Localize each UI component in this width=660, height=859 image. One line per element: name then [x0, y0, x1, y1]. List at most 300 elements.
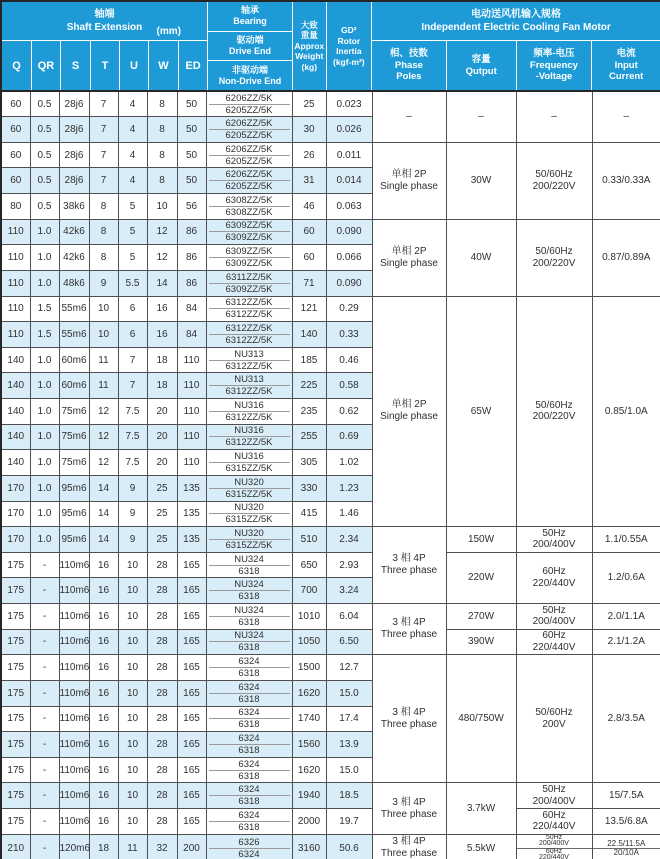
cell-w: 28 — [147, 757, 177, 783]
cell-t: 8 — [89, 194, 118, 220]
col-header-ed: ED — [178, 41, 207, 90]
cell-ed: 135 — [177, 501, 206, 527]
cell-frequency-voltage: 60Hz 220/440V — [516, 552, 592, 603]
cell-u: 4 — [118, 91, 147, 117]
cell-w: 20 — [147, 399, 177, 425]
cell-qr: - — [30, 732, 59, 758]
cell-weight: 415 — [292, 501, 326, 527]
cell-q: 110 — [1, 270, 30, 296]
cell-t: 16 — [89, 578, 118, 604]
cell-input-current: – — [592, 91, 660, 142]
cell-ed: 165 — [177, 655, 206, 681]
cell-gd2: 2.34 — [326, 527, 372, 553]
bearing-header — [207, 2, 292, 90]
cell-bearing: NU320 6315ZZ/5K — [206, 475, 292, 501]
cell-q: 140 — [1, 347, 30, 373]
cell-ed: 50 — [177, 91, 206, 117]
cell-s: 75m6 — [59, 450, 89, 476]
cell-bearing: 6206ZZ/5K 6205ZZ/5K — [206, 117, 292, 143]
cell-w: 8 — [147, 142, 177, 168]
table-row — [1, 527, 660, 553]
cell-q: 140 — [1, 450, 30, 476]
cell-frequency-voltage: 50Hz 200/400V — [516, 604, 592, 630]
cell-weight: 235 — [292, 399, 326, 425]
cell-qr: 0.5 — [30, 142, 59, 168]
cell-bearing: NU316 6315ZZ/5K — [206, 450, 292, 476]
cell-weight: 1620 — [292, 757, 326, 783]
cell-input-current: 1.2/0.6A — [592, 552, 660, 603]
cell-qr: - — [30, 783, 59, 809]
cell-gd2: 15.0 — [326, 757, 372, 783]
cell-s: 110m6 — [59, 757, 89, 783]
cell-output: 30W — [446, 142, 516, 219]
cell-t: 16 — [89, 552, 118, 578]
cell-u: 10 — [118, 604, 147, 630]
cell-gd2: 0.46 — [326, 347, 372, 373]
cell-gd2: 0.090 — [326, 219, 372, 245]
cell-t: 16 — [89, 809, 118, 835]
cell-w: 25 — [147, 527, 177, 553]
cell-gd2: 17.4 — [326, 706, 372, 732]
cell-gd2: 0.58 — [326, 373, 372, 399]
cell-output: 40W — [446, 219, 516, 296]
cell-gd2: 0.090 — [326, 270, 372, 296]
drive-end-header: 驱动端 Drive End — [208, 31, 292, 61]
cell-u: 10 — [118, 578, 147, 604]
cell-input-current: 0.33/0.33A — [592, 142, 660, 219]
cell-ed: 165 — [177, 809, 206, 835]
cell-t: 16 — [89, 629, 118, 655]
cell-w: 28 — [147, 809, 177, 835]
cell-ed: 165 — [177, 732, 206, 758]
cell-u: 10 — [118, 809, 147, 835]
cell-gd2: 3.24 — [326, 578, 372, 604]
cell-u: 9 — [118, 501, 147, 527]
cell-ed: 165 — [177, 604, 206, 630]
cell-qr: 0.5 — [30, 168, 59, 194]
cell-ed: 165 — [177, 578, 206, 604]
cell-t: 7 — [89, 168, 118, 194]
cell-t: 7 — [89, 91, 118, 117]
cell-ed: 165 — [177, 783, 206, 809]
cell-output: 150W — [446, 527, 516, 553]
cell-t: 8 — [89, 245, 118, 271]
shaft-extension-header — [2, 2, 207, 90]
cell-s: 110m6 — [59, 680, 89, 706]
cell-u: 7.5 — [118, 424, 147, 450]
cell-gd2: 15.0 — [326, 680, 372, 706]
cell-ed: 110 — [177, 424, 206, 450]
cell-weight: 121 — [292, 296, 326, 322]
table-header — [1, 1, 660, 91]
cell-q: 210 — [1, 834, 30, 859]
cell-frequency-voltage: – — [516, 91, 592, 142]
cell-q: 60 — [1, 142, 30, 168]
cell-ed: 110 — [177, 373, 206, 399]
cell-q: 140 — [1, 399, 30, 425]
col-header-s: S — [60, 41, 90, 90]
cell-s: 42k6 — [59, 245, 89, 271]
cell-t: 7 — [89, 117, 118, 143]
cell-q: 175 — [1, 680, 30, 706]
cell-output: 390W — [446, 629, 516, 655]
cell-frequency-voltage: 50/60Hz 200/220V — [516, 219, 592, 296]
cell-q: 175 — [1, 732, 30, 758]
cell-weight: 60 — [292, 245, 326, 271]
cell-qr: 1.0 — [30, 373, 59, 399]
cell-qr: 1.0 — [30, 245, 59, 271]
cell-w: 28 — [147, 552, 177, 578]
cell-qr: 1.0 — [30, 219, 59, 245]
cell-gd2: 1.46 — [326, 501, 372, 527]
phase-poles-header: 相、技数 Phase Poles — [389, 48, 428, 83]
cell-w: 28 — [147, 706, 177, 732]
cell-qr: 1.5 — [30, 322, 59, 348]
cell-u: 4 — [118, 117, 147, 143]
cell-t: 14 — [89, 527, 118, 553]
cell-weight: 60 — [292, 219, 326, 245]
cell-gd2: 6.50 — [326, 629, 372, 655]
cell-qr: 1.0 — [30, 399, 59, 425]
cell-weight: 71 — [292, 270, 326, 296]
cell-ed: 200 — [177, 834, 206, 859]
cell-bearing: 6324 6318 — [206, 680, 292, 706]
cell-s: 75m6 — [59, 424, 89, 450]
cell-bearing: 6309ZZ/5K 6309ZZ/5K — [206, 219, 292, 245]
cell-qr: - — [30, 604, 59, 630]
cell-bearing: 6311ZZ/5K 6309ZZ/5K — [206, 270, 292, 296]
cell-bearing: 6312ZZ/5K 6312ZZ/5K — [206, 322, 292, 348]
cell-s: 110m6 — [59, 629, 89, 655]
cell-bearing: 6324 6318 — [206, 655, 292, 681]
cell-ed: 86 — [177, 219, 206, 245]
cell-bearing: NU316 6312ZZ/5K — [206, 399, 292, 425]
cell-u: 5 — [118, 245, 147, 271]
cell-bearing: 6312ZZ/5K 6312ZZ/5K — [206, 296, 292, 322]
cell-bearing: NU324 6318 — [206, 629, 292, 655]
fan-motor-title: 电动送风机输入规格 Independent Electric Cooling Fan Motor — [372, 2, 660, 41]
cell-w: 28 — [147, 783, 177, 809]
frequency-voltage-header: 频率-电压 Frequency -Voltage — [516, 41, 592, 90]
cell-s: 110m6 — [59, 655, 89, 681]
cell-q: 175 — [1, 578, 30, 604]
weight-header: 大致 重量 Approx Weight (kg) — [292, 2, 326, 90]
cell-weight: 650 — [292, 552, 326, 578]
cell-w: 20 — [147, 450, 177, 476]
cell-t: 9 — [89, 270, 118, 296]
cell-input-current: 15/7.5A — [592, 783, 660, 809]
cell-ed: 135 — [177, 475, 206, 501]
cell-ed: 50 — [177, 142, 206, 168]
cell-ed: 84 — [177, 322, 206, 348]
cell-bearing: 6326 6324 — [206, 834, 292, 859]
cell-t: 7 — [89, 142, 118, 168]
cell-qr: 1.0 — [30, 270, 59, 296]
cell-u: 9 — [118, 475, 147, 501]
cell-w: 12 — [147, 219, 177, 245]
cell-bearing: 6206ZZ/5K 6205ZZ/5K — [206, 142, 292, 168]
cell-output: 65W — [446, 296, 516, 527]
cell-s: 28j6 — [59, 91, 89, 117]
cell-qr: 1.5 — [30, 296, 59, 322]
cell-q: 140 — [1, 373, 30, 399]
cell-gd2: 1.23 — [326, 475, 372, 501]
cell-weight: 2000 — [292, 809, 326, 835]
cell-gd2: 2.93 — [326, 552, 372, 578]
spec-table-body — [1, 91, 660, 859]
cell-qr: 1.0 — [30, 347, 59, 373]
cell-input-current: 2.8/3.5A — [592, 655, 660, 783]
col-header-t: T — [90, 41, 119, 90]
cell-u: 10 — [118, 680, 147, 706]
cell-bearing: NU320 6315ZZ/5K — [206, 501, 292, 527]
cell-s: 60m6 — [59, 373, 89, 399]
cell-input-current: 0.87/0.89A — [592, 219, 660, 296]
cell-bearing: 6309ZZ/5K 6309ZZ/5K — [206, 245, 292, 271]
cell-w: 16 — [147, 296, 177, 322]
cell-weight: 1940 — [292, 783, 326, 809]
cell-w: 18 — [147, 373, 177, 399]
cell-q: 60 — [1, 168, 30, 194]
cell-bearing: 6324 6318 — [206, 783, 292, 809]
cell-s: 48k6 — [59, 270, 89, 296]
cell-t: 14 — [89, 501, 118, 527]
cell-qr: - — [30, 629, 59, 655]
cell-t: 16 — [89, 732, 118, 758]
cell-gd2: 19.7 — [326, 809, 372, 835]
cell-u: 9 — [118, 527, 147, 553]
cell-qr: - — [30, 809, 59, 835]
cell-ed: 50 — [177, 168, 206, 194]
cell-weight: 1560 — [292, 732, 326, 758]
cell-q: 175 — [1, 604, 30, 630]
table-row — [1, 296, 660, 322]
cell-ed: 165 — [177, 629, 206, 655]
cell-s: 38k6 — [59, 194, 89, 220]
cell-ed: 165 — [177, 552, 206, 578]
cell-bearing: NU313 6312ZZ/5K — [206, 347, 292, 373]
cell-ed: 56 — [177, 194, 206, 220]
cell-weight: 510 — [292, 527, 326, 553]
cell-u: 5 — [118, 219, 147, 245]
cell-output: 5.5kW — [446, 834, 516, 859]
gd2-header: GD² Rotor Inertia (kgf-m²) — [326, 2, 371, 90]
cell-bearing: 6308ZZ/5K 6308ZZ/5K — [206, 194, 292, 220]
cell-u: 6 — [118, 322, 147, 348]
cell-t: 16 — [89, 783, 118, 809]
cell-phase-poles: 3 相 4P Three phase — [372, 527, 446, 604]
table-row — [1, 783, 660, 809]
cell-gd2: 0.063 — [326, 194, 372, 220]
cell-s: 28j6 — [59, 117, 89, 143]
cell-s: 110m6 — [59, 783, 89, 809]
cell-frequency-voltage: 50/60Hz 200/220V — [516, 142, 592, 219]
cell-gd2: 1.02 — [326, 450, 372, 476]
cell-t: 11 — [89, 373, 118, 399]
cell-input-current: 0.85/1.0A — [592, 296, 660, 527]
cell-gd2: 6.04 — [326, 604, 372, 630]
cell-ed: 86 — [177, 245, 206, 271]
cell-q: 175 — [1, 655, 30, 681]
cell-qr: 1.0 — [30, 475, 59, 501]
cell-qr: - — [30, 578, 59, 604]
cell-w: 28 — [147, 680, 177, 706]
cell-s: 28j6 — [59, 142, 89, 168]
cell-weight: 330 — [292, 475, 326, 501]
non-drive-end-header: 非驱动端 Non-Drive End — [208, 60, 292, 90]
cell-q: 110 — [1, 245, 30, 271]
cell-w: 18 — [147, 347, 177, 373]
cell-w: 8 — [147, 117, 177, 143]
cell-bearing: NU324 6318 — [206, 578, 292, 604]
cell-qr: - — [30, 680, 59, 706]
cell-phase-poles: 3 相 4P Three phase — [372, 783, 446, 834]
cell-t: 8 — [89, 219, 118, 245]
cell-ed: 50 — [177, 117, 206, 143]
table-row — [1, 629, 660, 655]
cell-t: 11 — [89, 347, 118, 373]
unit-label: (mm) — [156, 26, 181, 37]
cell-s: 110m6 — [59, 604, 89, 630]
table-row — [1, 655, 660, 681]
cell-s: 28j6 — [59, 168, 89, 194]
cell-t: 16 — [89, 706, 118, 732]
cell-u: 7.5 — [118, 450, 147, 476]
cell-s: 95m6 — [59, 527, 89, 553]
cell-weight: 31 — [292, 168, 326, 194]
cell-output: 270W — [446, 604, 516, 630]
cell-output: 480/750W — [446, 655, 516, 783]
cell-t: 16 — [89, 757, 118, 783]
cell-phase-poles: 单相 2P Single phase — [372, 219, 446, 296]
cell-u: 10 — [118, 783, 147, 809]
cell-q: 175 — [1, 706, 30, 732]
cell-w: 8 — [147, 91, 177, 117]
cell-frequency-voltage: 50Hz 200/400V — [516, 527, 592, 553]
cell-u: 10 — [118, 706, 147, 732]
cell-w: 28 — [147, 578, 177, 604]
cell-bearing: 6206ZZ/5K 6205ZZ/5K — [206, 91, 292, 117]
cell-t: 12 — [89, 450, 118, 476]
cell-ed: 135 — [177, 527, 206, 553]
cell-qr: - — [30, 834, 59, 859]
input-current-header: 电流 Input Current — [591, 41, 660, 90]
cell-gd2: 18.5 — [326, 783, 372, 809]
cell-qr: 0.5 — [30, 91, 59, 117]
col-header-qr: QR — [31, 41, 60, 90]
cell-qr: - — [30, 655, 59, 681]
table-row — [1, 834, 660, 859]
cell-weight: 140 — [292, 322, 326, 348]
cell-u: 4 — [118, 168, 147, 194]
cell-output: – — [446, 91, 516, 142]
table-row — [1, 91, 660, 117]
cell-s: 110m6 — [59, 552, 89, 578]
cell-qr: - — [30, 552, 59, 578]
cell-w: 28 — [147, 629, 177, 655]
fan-motor-header — [371, 2, 660, 90]
bearing-title: 轴承 Bearing — [233, 5, 267, 27]
cell-q: 175 — [1, 809, 30, 835]
cell-u: 10 — [118, 732, 147, 758]
cell-u: 4 — [118, 142, 147, 168]
cell-qr: 1.0 — [30, 450, 59, 476]
cell-bearing: NU313 6312ZZ/5K — [206, 373, 292, 399]
cell-qr: 1.0 — [30, 527, 59, 553]
cell-w: 8 — [147, 168, 177, 194]
cell-q: 170 — [1, 475, 30, 501]
cell-input-current: 13.5/6.8A — [592, 809, 660, 835]
cell-s: 120m6 — [59, 834, 89, 859]
cell-bearing: 6324 6318 — [206, 757, 292, 783]
cell-weight: 305 — [292, 450, 326, 476]
cell-bearing: 6324 6318 — [206, 732, 292, 758]
cell-qr: 1.0 — [30, 424, 59, 450]
cell-q: 80 — [1, 194, 30, 220]
cell-bearing: 6324 6318 — [206, 809, 292, 835]
cell-qr: 0.5 — [30, 117, 59, 143]
cell-q: 175 — [1, 783, 30, 809]
cell-weight: 700 — [292, 578, 326, 604]
cell-ed: 165 — [177, 757, 206, 783]
cell-gd2: 0.62 — [326, 399, 372, 425]
cell-u: 6 — [118, 296, 147, 322]
cell-gd2: 12.7 — [326, 655, 372, 681]
cell-s: 110m6 — [59, 578, 89, 604]
cell-frequency-voltage: 50/60Hz 200V — [516, 655, 592, 783]
cell-weight: 46 — [292, 194, 326, 220]
cell-frequency-voltage: 50Hz 200/400V 60Hz 220/440V — [516, 834, 592, 859]
cell-phase-poles: 3 相 4P Three phase — [372, 604, 446, 655]
cell-q: 60 — [1, 91, 30, 117]
cell-phase-poles: 单相 2P Single phase — [372, 142, 446, 219]
cell-gd2: 0.011 — [326, 142, 372, 168]
cell-w: 28 — [147, 655, 177, 681]
cell-frequency-voltage: 60Hz 220/440V — [516, 809, 592, 835]
table-row — [1, 552, 660, 578]
cell-weight: 1050 — [292, 629, 326, 655]
cell-ed: 165 — [177, 706, 206, 732]
cell-t: 16 — [89, 655, 118, 681]
cell-phase-poles: 单相 2P Single phase — [372, 296, 446, 527]
cell-u: 7 — [118, 347, 147, 373]
cell-u: 10 — [118, 552, 147, 578]
cell-weight: 1500 — [292, 655, 326, 681]
cell-gd2: 13.9 — [326, 732, 372, 758]
cell-u: 5 — [118, 194, 147, 220]
cell-bearing: NU324 6318 — [206, 604, 292, 630]
cell-u: 10 — [118, 757, 147, 783]
cell-ed: 84 — [177, 296, 206, 322]
cell-t: 16 — [89, 604, 118, 630]
cell-u: 7 — [118, 373, 147, 399]
cell-w: 12 — [147, 245, 177, 271]
cell-w: 28 — [147, 604, 177, 630]
shaft-extension-title: 轴端 Shaft Extension — [66, 9, 143, 33]
cell-q: 110 — [1, 296, 30, 322]
cell-s: 95m6 — [59, 501, 89, 527]
cell-bearing: NU316 6312ZZ/5K — [206, 424, 292, 450]
cell-s: 75m6 — [59, 399, 89, 425]
cell-gd2: 0.69 — [326, 424, 372, 450]
table-row — [1, 142, 660, 168]
cell-weight: 1620 — [292, 680, 326, 706]
cell-q: 170 — [1, 501, 30, 527]
cell-w: 25 — [147, 475, 177, 501]
cell-t: 16 — [89, 680, 118, 706]
cell-output: 220W — [446, 552, 516, 603]
cell-input-current: 1.1/0.55A — [592, 527, 660, 553]
